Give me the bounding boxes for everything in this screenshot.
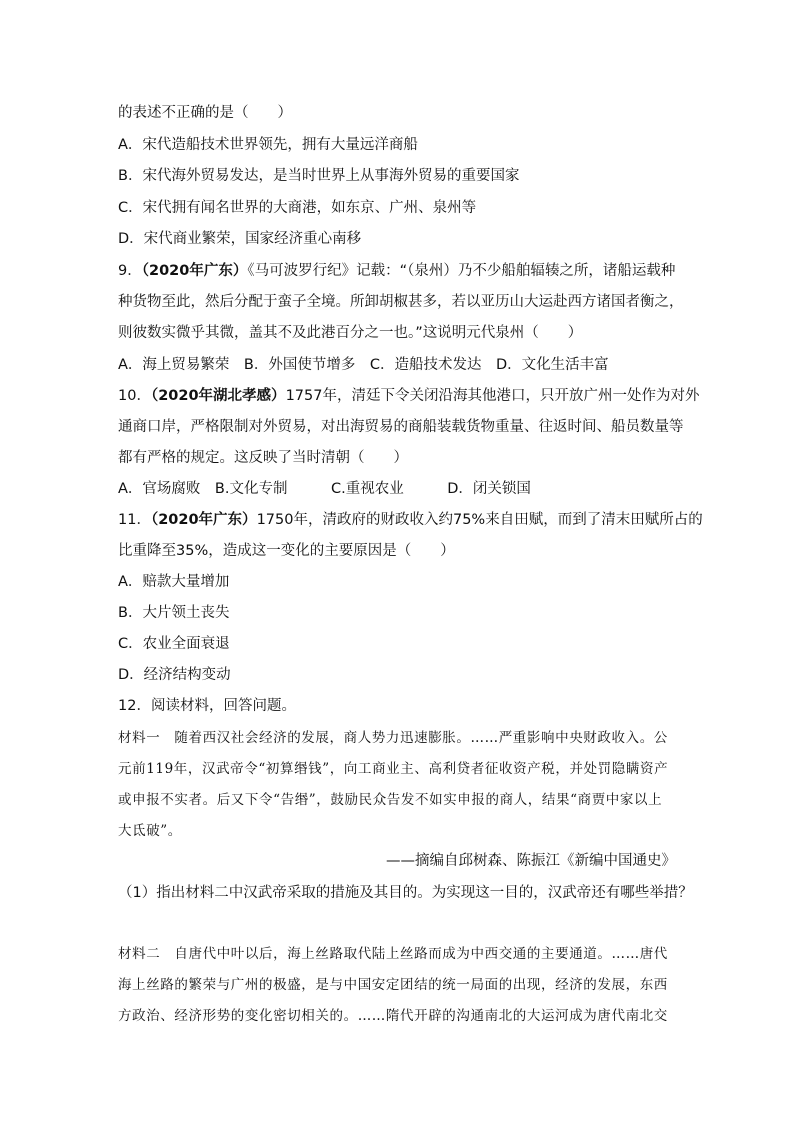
q11-number: 11．: [118, 512, 151, 528]
q9-source: （2020年广东）: [141, 263, 248, 279]
q11-stem-line1: [118, 510, 703, 530]
q8-option-a: A．宋代造船技术世界领先，拥有大量远洋商船: [118, 137, 418, 153]
material1-line3: 或申报不实者。后又下令“告缗”，鼓励民众告发不如实申报的商人，结果“商贾中家以上: [118, 792, 663, 808]
q10-text: 1757年，清廷下令关闭沿海其他港口，只开放广州一处作为对外: [285, 388, 700, 404]
q9-number: 9．: [118, 263, 142, 279]
q9-options: A．海上贸易繁荣 B．外国使节增多 C．造船技术发达 D．文化生活丰富: [118, 357, 609, 373]
q10-stem-line2: 通商口岸，严格限制对外贸易，对出海贸易的商船装载货物重量、往返时间、船员数量等: [118, 419, 684, 435]
q11-option-a: A．赔款大量增加: [118, 574, 230, 590]
q10-source: （2020年湖北孝感）: [150, 388, 286, 404]
q10-stem-line3: 都有严格的规定。这反映了当时清朝（ ）: [118, 450, 408, 466]
q8-option-d: D．宋代商业繁荣，国家经济重心南移: [118, 231, 362, 247]
material1-source: ——摘编自邱树森、陈振江《新编中国通史》: [386, 853, 676, 869]
q9-stem-line1: [118, 261, 675, 281]
q8-option-c: C．宋代拥有闻名世界的大商港，如东京、广州、泉州等: [118, 200, 477, 216]
q9-stem-line2: 种货物至此，然后分配于蛮子全境。所卸胡椒甚多，若以亚历山大运赴西方诸国者衡之，: [118, 294, 684, 310]
subquestion-1: （1）指出材料二中汉武帝采取的措施及其目的。为实现这一目的，汉武帝还有哪些举措？: [118, 885, 693, 901]
q9-stem-line3: 则彼数实微乎其微，盖其不及此港百分之一也。”这说明元代泉州（ ）: [118, 325, 583, 341]
q8-stem-tail: 的表述不正确的是（ ）: [118, 105, 292, 121]
q11-text: 1750年，清政府的财政收入约75%来自田赋，而到了清末田赋所占的: [256, 512, 703, 528]
q11-source: （2020年广东）: [150, 512, 257, 528]
q12-stem: 12．阅读材料，回答问题。: [118, 698, 296, 714]
material2-line3: 方政治、经济形势的变化密切相关的。……隋代开辟的沟通南北的大运河成为唐代南北交: [118, 1008, 668, 1024]
q11-option-b: B．大片领土丧失: [118, 605, 230, 621]
material1-line2: 元前119年，汉武帝令“初算缗钱”，向工商业主、高利贷者征收资产税，并处罚隐瞒资产: [118, 761, 669, 777]
q11-option-c: C．农业全面衰退: [118, 636, 230, 652]
q10-number: 10．: [118, 388, 151, 404]
material2-line1: 材料二 自唐代中叶以后，海上丝路取代陆上丝路而成为中西交通的主要通道。……唐代: [118, 946, 668, 962]
material2-line2: 海上丝路的繁荣与广州的极盛，是与中国安定团结的统一局面的出现，经济的发展，东西: [118, 977, 668, 993]
material1-line4: 大氐破”。: [118, 823, 182, 839]
material1-line1: 材料一 随着西汉社会经济的发展，商人势力迅速膨胀。……严重影响中央财政收入。公: [118, 730, 668, 746]
q11-option-d: D．经济结构变动: [118, 667, 231, 683]
q9-text: 《马可波罗行纪》记载：“（泉州）乃不少船舶辐辏之所，诸船运载种: [247, 263, 676, 279]
q11-stem-line2: 比重降至35%，造成这一变化的主要原因是（ ）: [118, 543, 455, 559]
q8-option-b: B．宋代海外贸易发达，是当时世界上从事海外贸易的重要国家: [118, 168, 520, 184]
q10-stem-line1: [118, 386, 699, 406]
q10-options: A．官场腐败 B.文化专制 C.重视农业 D．闭关锁国: [118, 481, 531, 497]
